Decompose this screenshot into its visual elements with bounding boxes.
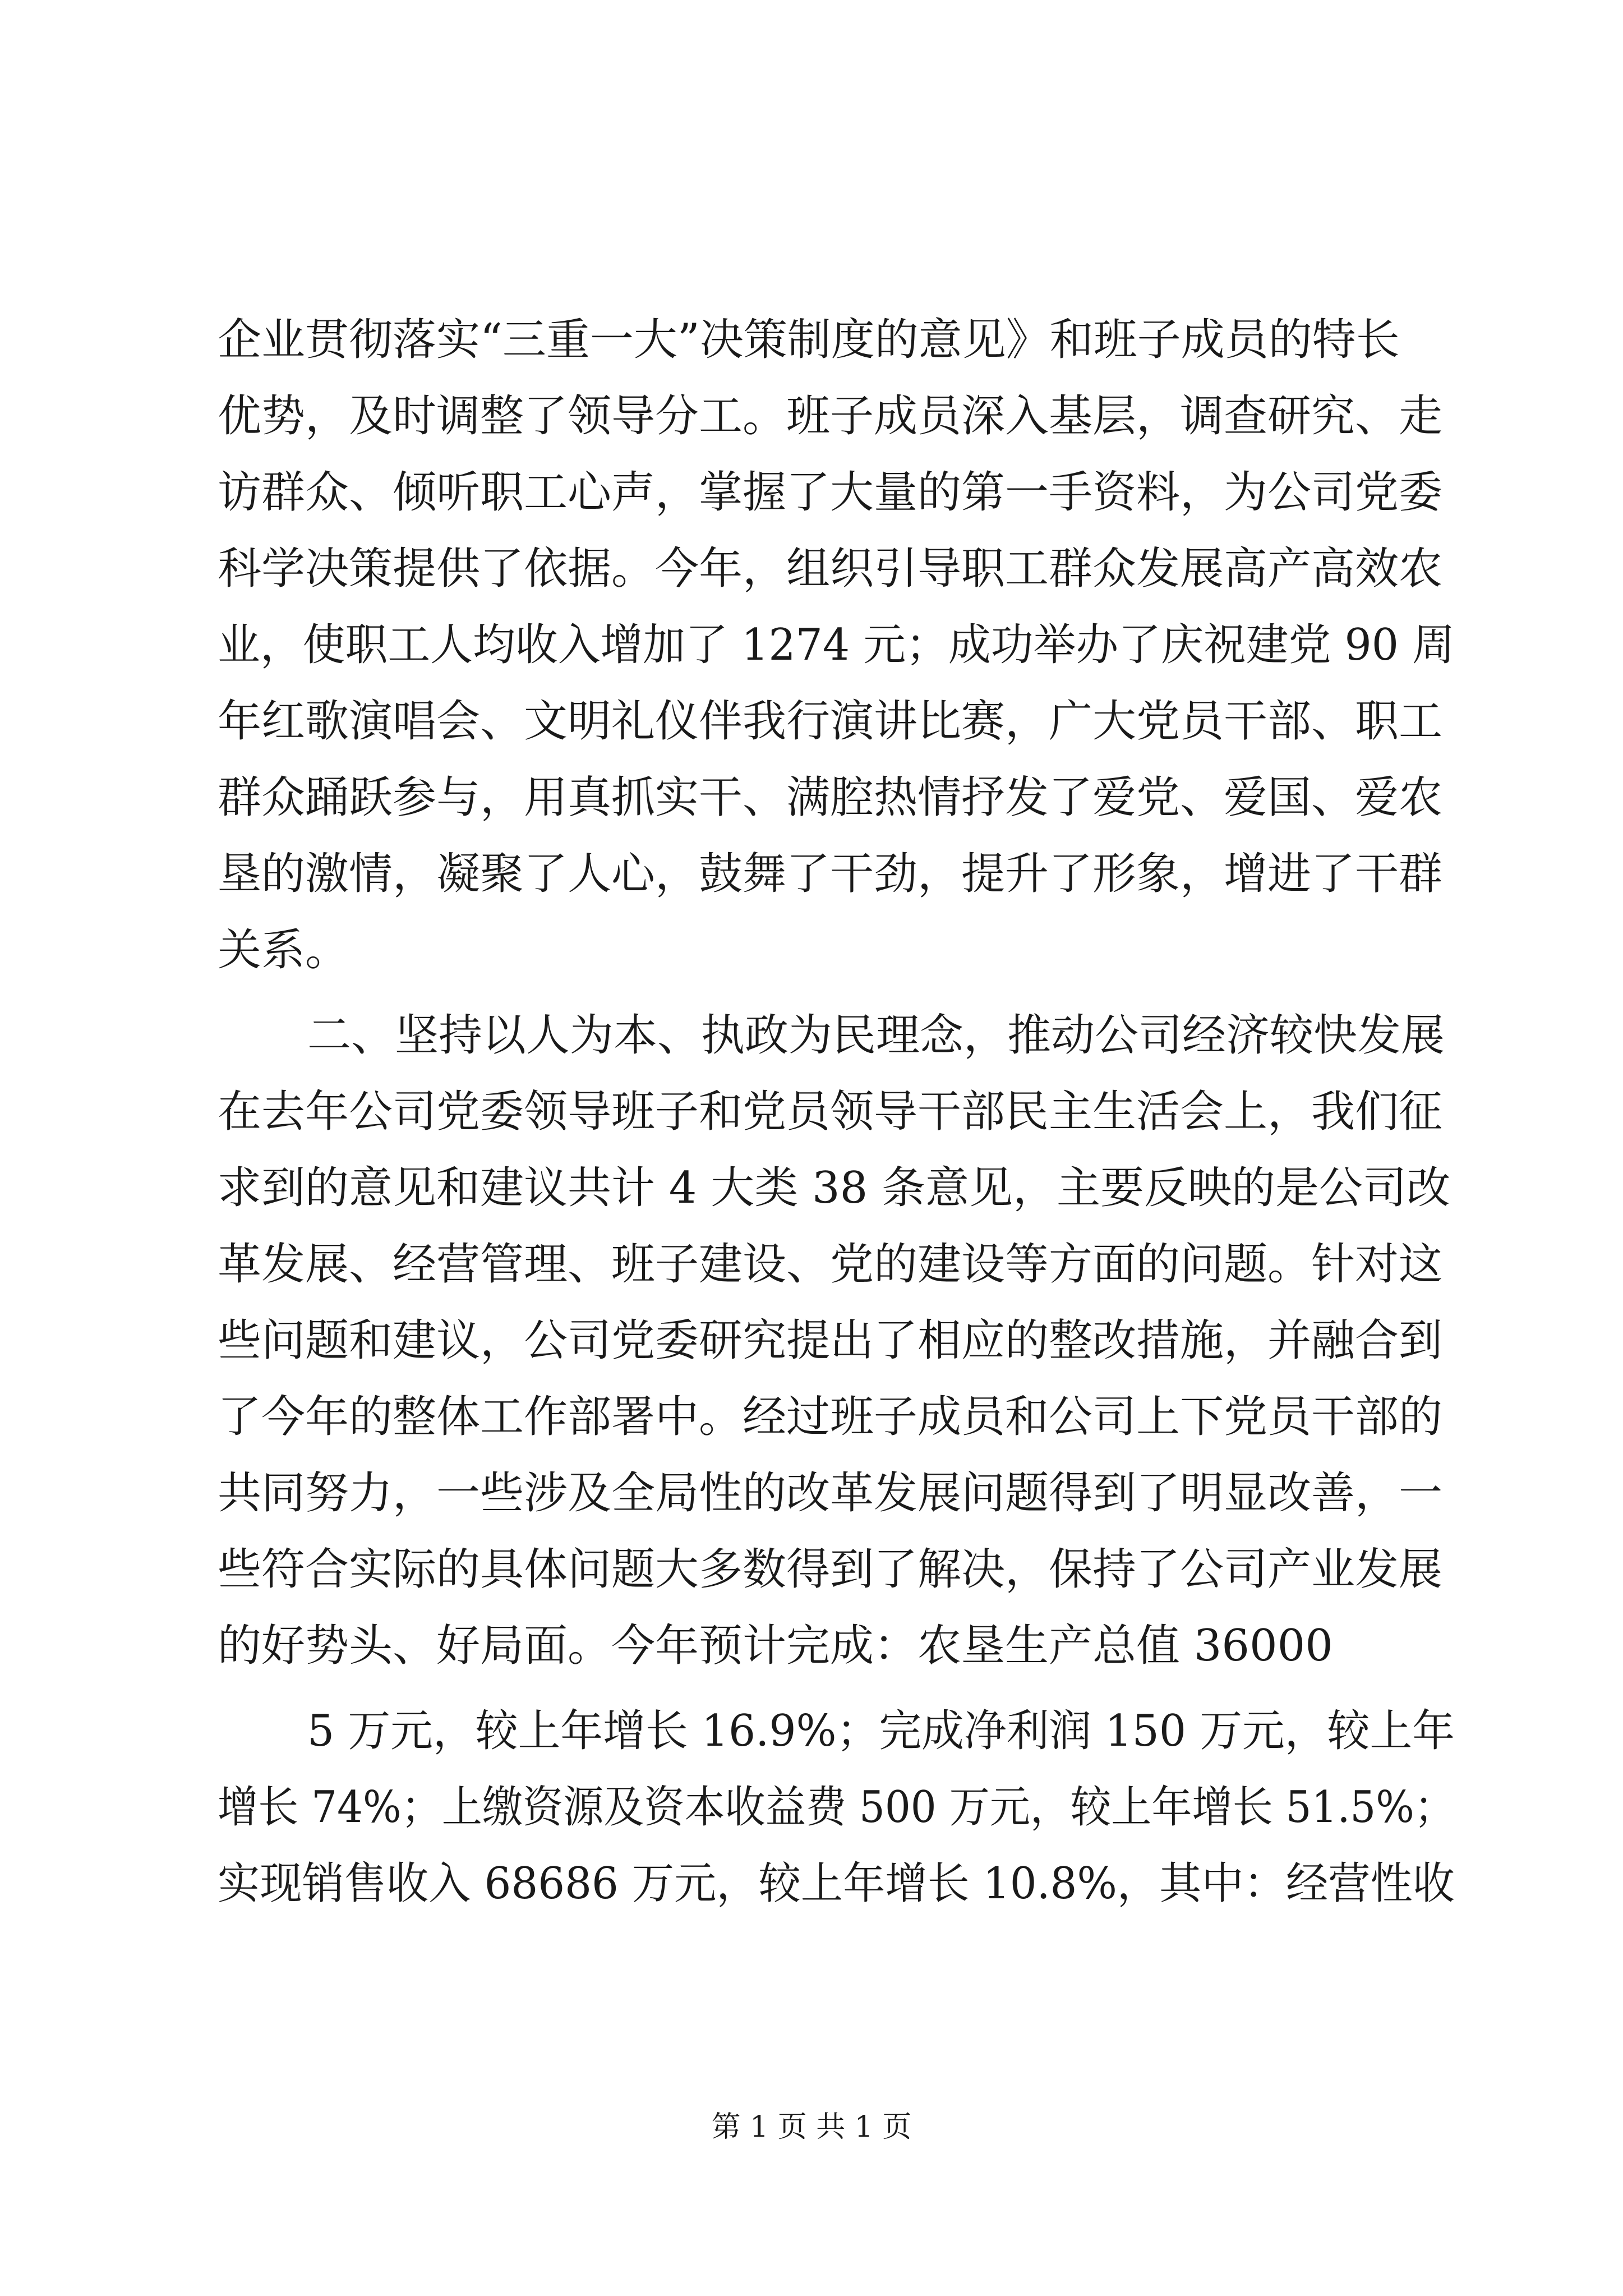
section-heading: 二、坚持以人为本、执政为民理念，推动公司经济较快发展 xyxy=(307,1010,1445,1061)
text-line-20: 增长 74%；上缴资源及资本收益费 500 万元，较上年增长 51.5%； xyxy=(218,1782,1455,1833)
text-line-5: 业，使职工人均收入增加了 1274 元；成功举办了庆祝建党 90 周 xyxy=(218,620,1455,670)
text-line-2: 优势，及时调整了领导分工。班子成员深入基层，调查研究、走 xyxy=(218,391,1443,441)
text-line-15: 了今年的整体工作部署中。经过班子成员和公司上下党员干部的 xyxy=(218,1392,1443,1442)
text-line-8: 垦的激情，凝聚了人心，鼓舞了干劲，提升了形象，增进了干群 xyxy=(218,849,1443,899)
text-line-4: 科学决策提供了依据。今年，组织引导职工群众发展高产高效农 xyxy=(218,544,1443,594)
text-line-18: 的好势头、好局面。今年预计完成：农垦生产总值 36000 xyxy=(218,1621,1333,1671)
text-line-11: 在去年公司党委领导班子和党员领导干部民主生活会上，我们征 xyxy=(218,1087,1443,1137)
text-line-12: 求到的意见和建议共计 4 大类 38 条意见，主要反映的是公司改 xyxy=(218,1163,1451,1213)
text-line-6: 年红歌演唱会、文明礼仪伴我行演讲比赛，广大党员干部、职工 xyxy=(218,696,1443,747)
text-line-7: 群众踊跃参与，用真抓实干、满腔热情抒发了爱党、爱国、爱农 xyxy=(218,772,1443,823)
text-line-17: 些符合实际的具体问题大多数得到了解决，保持了公司产业发展 xyxy=(218,1544,1443,1595)
text-line-16: 共同努力，一些涉及全局性的改革发展问题得到了明显改善，一 xyxy=(218,1468,1443,1519)
text-line-1: 企业贯彻落实“三重一大”决策制度的意见》和班子成员的特长 xyxy=(218,315,1400,365)
text-line-21: 实现销售收入 68686 万元，较上年增长 10.8%，其中：经营性收 xyxy=(218,1858,1455,1909)
text-line-3: 访群众、倾听职工心声，掌握了大量的第一手资料，为公司党委 xyxy=(218,467,1443,518)
text-line-13: 革发展、经营管理、班子建设、党的建设等方面的问题。针对这 xyxy=(218,1239,1443,1290)
text-line-9: 关系。 xyxy=(218,925,349,976)
page-footer: 第 1 页 共 1 页 xyxy=(711,2110,912,2144)
text-line-14: 些问题和建议，公司党委研究提出了相应的整改措施，并融合到 xyxy=(218,1315,1443,1366)
text-line-19: 5 万元，较上年增长 16.9%；完成净利润 150 万元，较上年 xyxy=(307,1706,1455,1756)
